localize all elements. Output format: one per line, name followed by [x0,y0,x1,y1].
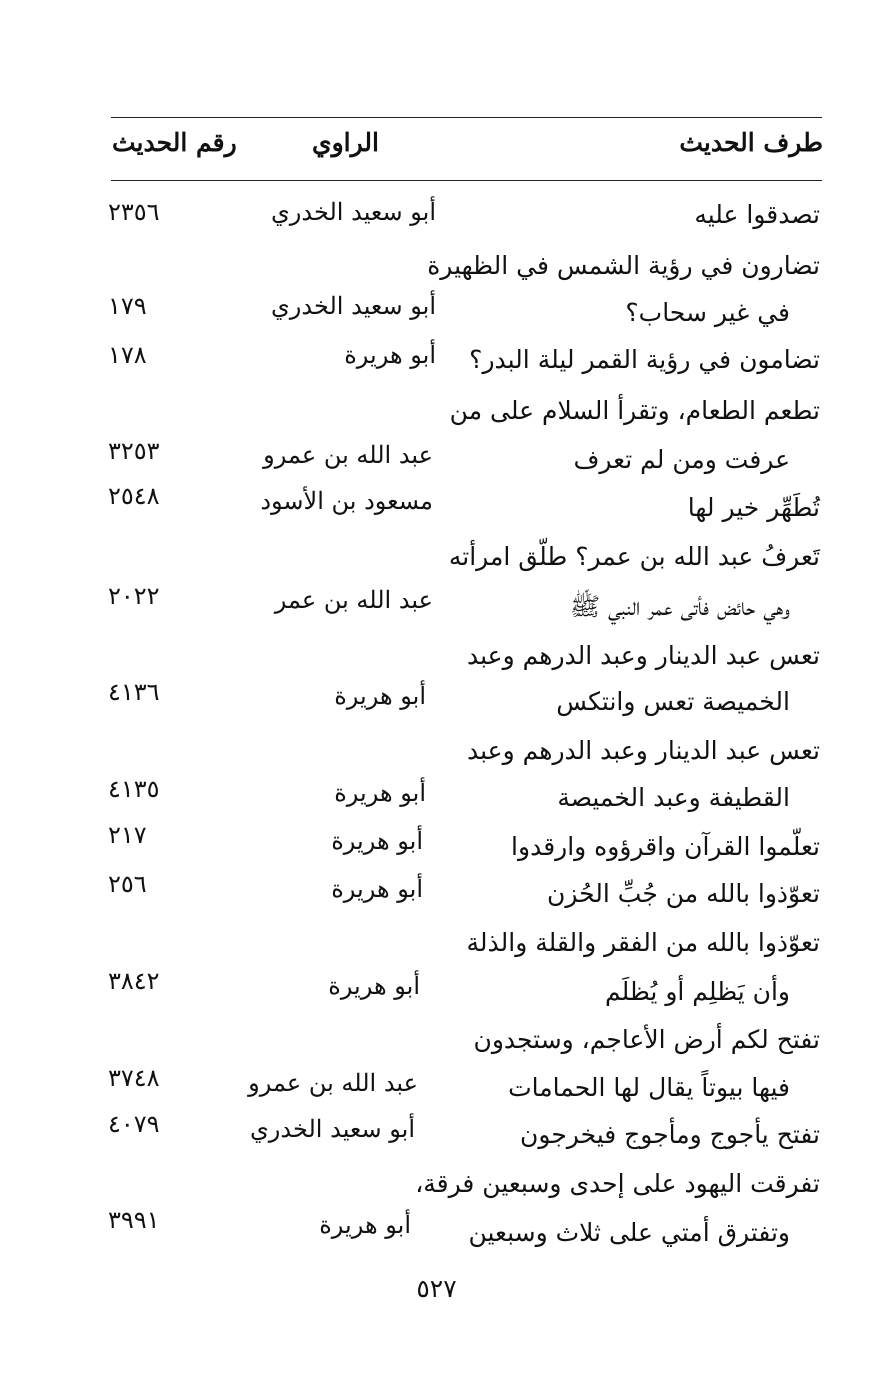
entry-number: ٣٢٥٣ [108,437,160,465]
entry-text-line: تفتح لكم أرض الأعاجم، وستجدون [473,1025,820,1054]
entry-text-line: تطعم الطعام، وتقرأ السلام على من [449,396,820,425]
entry-narrator: أبو هريرة [331,875,423,903]
entry-narrator: أبو سعيد الخدري [250,1115,415,1143]
entry-narrator: عبد الله بن عمرو [263,441,433,469]
page-number: ٥٢٧ [416,1274,457,1303]
entry-text-line: تُطَهِّر خير لها [687,493,820,522]
entry-text-line: وهي حائض فأتى عمر النبي ﷺ [569,592,790,621]
header-hadith-number: رقم الحديث [112,128,237,157]
entry-narrator: أبو هريرة [344,341,436,369]
entry-text-line: تفرقت اليهود على إحدى وسبعين فرقة، [415,1169,820,1198]
entry-text-line: تعوّذوا بالله من جُبِّ الحُزن [546,879,820,908]
entry-text-line: تفتح يأجوج ومأجوج فيخرجون [520,1120,820,1149]
entry-narrator: عبد الله بن عمر [274,586,433,614]
entry-number: ٣٧٤٨ [108,1064,160,1092]
entry-text-line: فيها بيوتاً يقال لها الحمامات [508,1073,790,1102]
entry-text-line: القطيفة وعبد الخميصة [557,783,790,812]
entry-number: ٣٩٩١ [108,1206,160,1234]
entry-text-line: تعس عبد الدينار وعبد الدرهم وعبد [467,736,820,765]
entry-number: ٤٠٧٩ [108,1110,160,1138]
entry-number: ١٧٩ [108,292,147,320]
entry-number: ٤١٣٥ [108,775,160,803]
entry-number: ٣٨٤٢ [108,967,160,995]
entry-narrator: أبو هريرة [319,1211,411,1239]
top-rule [111,117,822,118]
entry-number: ٢١٧ [108,821,147,849]
header-hadith-text: طرف الحديث [679,128,823,157]
entry-narrator: أبو سعيد الخدري [271,198,436,226]
entry-text-line: الخميصة تعس وانتكس [556,687,790,716]
entry-number: ٢٠٢٢ [108,582,160,610]
entry-text-line: تعس عبد الدينار وعبد الدرهم وعبد [467,641,820,670]
entry-text-line: تعوّذوا بالله من الفقر والقلة والذلة [466,928,820,957]
entry-narrator: أبو هريرة [328,972,420,1000]
entry-narrator: أبو هريرة [334,682,426,710]
entry-number: ٢٥٦ [108,870,147,898]
entry-number: ٤١٣٦ [108,678,160,706]
entry-text-line: في غير سحاب؟ [625,298,790,327]
entry-text-line: وتفترق أمتي على ثلاث وسبعين [468,1218,790,1247]
entry-text-line: تَعرفُ عبد الله بن عمر؟ طلّق امرأته [448,542,820,571]
entry-text-line: تعلّموا القرآن واقرؤوه وارقدوا [511,832,820,861]
entry-text-line: تصدقوا عليه [694,200,820,229]
entry-narrator: مسعود بن الأسود [260,487,433,515]
entry-text-line: تضارون في رؤية الشمس في الظهيرة [427,251,820,280]
entry-narrator: أبو هريرة [334,779,426,807]
entry-text-line: تضامون في رؤية القمر ليلة البدر؟ [469,345,820,374]
entry-narrator: عبد الله بن عمرو [248,1069,418,1097]
entry-text-line: عرفت ومن لم تعرف [573,445,790,474]
header-narrator: الراوي [312,128,379,157]
entry-narrator: أبو سعيد الخدري [271,292,436,320]
header-rule [111,180,822,181]
entry-text-line: وأن يَظلِم أو يُظلَم [605,977,790,1006]
entry-number: ٢٥٤٨ [108,482,160,510]
entry-number: ١٧٨ [108,341,147,369]
entry-narrator: أبو هريرة [331,827,423,855]
entry-number: ٢٣٥٦ [108,198,160,226]
